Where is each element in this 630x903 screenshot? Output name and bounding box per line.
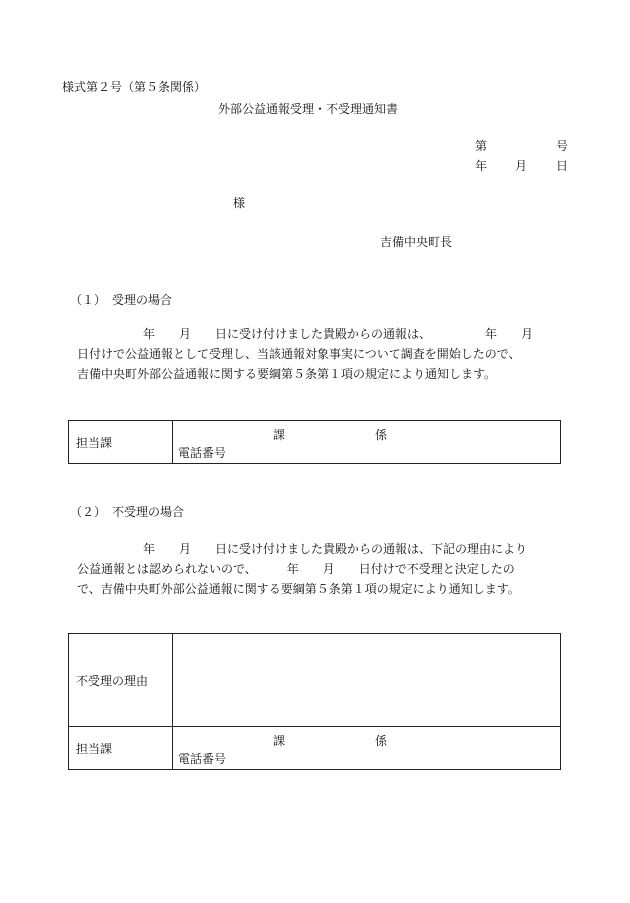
number-suffix: 号 [556,139,569,153]
section1-kakari-label: 係 [375,428,388,442]
section2-body-line3: で、吉備中央町外部公益通報に関する要綱第５条第１項の規定により通知します。 [77,582,520,596]
section1-tantou-label: 担当課 [69,421,173,464]
section1-heading: （１） 受理の場合 [70,293,173,307]
form-number-label: 様式第２号（第５条関係） [62,80,207,94]
section2-body-line1: 年 月 日に受け付けました貴殿からの通報は、下記の理由により [143,542,528,556]
section1-tantou-cell [173,421,561,464]
section2-reason-label: 不受理の理由 [69,634,173,727]
number-prefix: 第 [475,139,488,153]
section1-body-line2: 日付けで公益通報として受理し、当該通報対象事実について調査を開始したので、 [77,347,521,361]
section2-reason-table [68,633,561,770]
date-month: 月 [515,159,528,173]
section2-kakari-label: 係 [375,734,388,748]
section1-body-line3: 吉備中央町外部公益通報に関する要綱第５条第１項の規定により通知します。 [77,367,497,381]
section2-body-line2: 公益通報とは認められないので、 年 月 日付けで不受理と決定したの [77,562,515,576]
section1-body-line1: 年 月 日に受け付けました貴殿からの通報は、 年 月 [143,327,534,341]
date-day: 日 [556,159,569,173]
section2-tantou-label: 担当課 [69,727,173,770]
section2-tel-label: 電話番号 [178,752,227,766]
section2-tantou-cell [173,727,561,770]
document-title: 外部公益通報受理・不受理通知書 [218,102,399,116]
section2-ka-label: 課 [273,734,286,748]
recipient-honorific: 様 [233,196,246,210]
sender-name: 吉備中央町長 [380,235,453,249]
section2-heading: （２） 不受理の場合 [70,505,185,519]
section1-ka-label: 課 [273,428,286,442]
section1-tel-label: 電話番号 [178,446,227,460]
section1-contact-table [68,420,561,464]
date-year: 年 [475,159,488,173]
section2-reason-value [173,634,561,727]
